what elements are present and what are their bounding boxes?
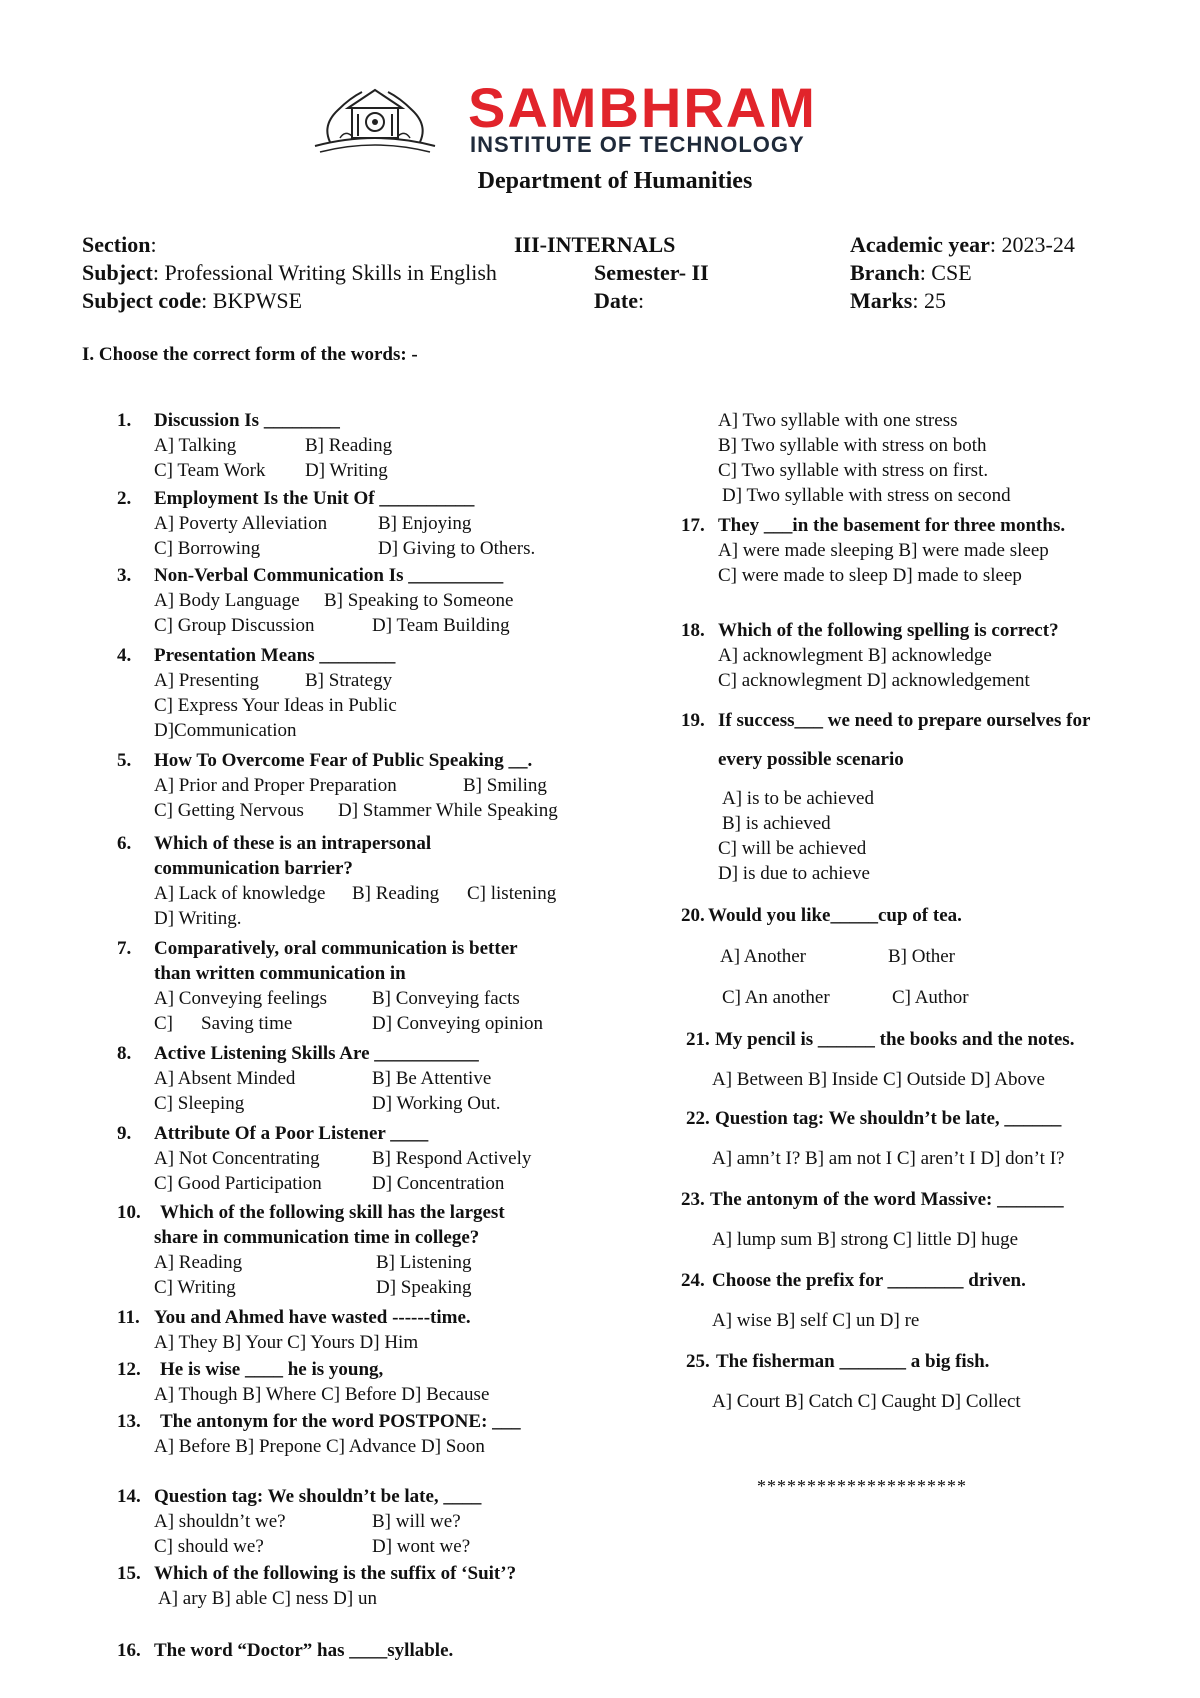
q10-number: 10. xyxy=(117,1202,141,1223)
q3-option-d: D] Team Building xyxy=(372,615,510,636)
q1-option-b: B] Reading xyxy=(305,435,393,456)
q5-option-c: C] Getting Nervous xyxy=(154,800,304,821)
q22-number: 22. xyxy=(686,1108,710,1129)
q13-text: The antonym for the word POSTPONE: ___ xyxy=(160,1411,521,1432)
q1-number: 1. xyxy=(117,410,132,431)
semester-field: Semester- II xyxy=(594,260,709,285)
q20-option-d: C] Author xyxy=(892,987,969,1008)
section-title: I. Choose the correct form of the words: - xyxy=(82,344,418,365)
q20-text: Would you like_____cup of tea. xyxy=(708,905,962,926)
academic-year-field: Academic year: 2023-24 xyxy=(850,232,1075,257)
q17-text: They ___in the basement for three months. xyxy=(718,515,1066,536)
q18-options-line1: A] acknowlegment B] acknowledge xyxy=(718,645,992,666)
q23-options: A] lump sum B] strong C] little D] huge xyxy=(712,1229,1019,1250)
end-marker: ********************* xyxy=(757,1476,967,1496)
q8-option-d: D] Working Out. xyxy=(372,1093,501,1114)
q21-options: A] Between B] Inside C] Outside D] Above xyxy=(712,1069,1045,1090)
q19-text-line2: every possible scenario xyxy=(718,749,904,770)
q10-option-c: C] Writing xyxy=(154,1277,236,1298)
q2-number: 2. xyxy=(117,488,132,509)
q12-text: He is wise ____ he is young, xyxy=(160,1359,384,1380)
q12-options: A] Though B] Where C] Before D] Because xyxy=(154,1384,490,1405)
q2-option-a: A] Poverty Alleviation xyxy=(154,513,328,534)
q14-option-d: D] wont we? xyxy=(372,1536,471,1557)
q6-number: 6. xyxy=(117,833,132,854)
q16-option-a: A] Two syllable with one stress xyxy=(718,410,958,431)
q6-option-b: B] Reading xyxy=(352,883,440,904)
q14-option-c: C] should we? xyxy=(154,1536,264,1557)
q21-number: 21. xyxy=(686,1029,710,1050)
branch-field: Branch: CSE xyxy=(850,260,972,285)
q21-text: My pencil is ______ the books and the notes. xyxy=(715,1029,1075,1050)
q20-number: 20. xyxy=(681,905,705,926)
q4-option-b: B] Strategy xyxy=(305,670,393,691)
q20-option-b: B] Other xyxy=(888,946,956,967)
q3-option-a: A] Body Language xyxy=(154,590,300,611)
q23-number: 23. xyxy=(681,1189,705,1210)
q16-number: 16. xyxy=(117,1640,141,1661)
q15-text: Which of the following is the suffix of ‘Suit’? xyxy=(154,1563,517,1584)
q16-option-c: C] Two syllable with stress on first. xyxy=(718,460,989,481)
q25-text: The fisherman _______ a big fish. xyxy=(716,1351,990,1372)
q4-text: Presentation Means ________ xyxy=(154,645,396,666)
q4-option-c: C] Express Your Ideas in Public xyxy=(154,695,397,716)
q16-option-d: D] Two syllable with stress on second xyxy=(722,485,1011,506)
q8-option-a: A] Absent Minded xyxy=(154,1068,296,1089)
q12-number: 12. xyxy=(117,1359,141,1380)
q6-text-line2: communication barrier? xyxy=(154,858,353,879)
q19-option-b: B] is achieved xyxy=(722,813,831,834)
logo-subtitle: INSTITUTE OF TECHNOLOGY xyxy=(470,132,805,157)
q4-option-d: D]Communication xyxy=(154,720,297,741)
q8-text: Active Listening Skills Are ___________ xyxy=(154,1043,479,1064)
q2-option-d: D] Giving to Others. xyxy=(378,538,536,559)
q25-number: 25. xyxy=(686,1351,710,1372)
q22-text: Question tag: We shouldn’t be late, ______ xyxy=(715,1108,1062,1129)
department-title: Department of Humanities xyxy=(477,168,753,194)
q10-option-b: B] Listening xyxy=(376,1252,472,1273)
q5-text: How To Overcome Fear of Public Speaking __. xyxy=(154,750,533,771)
q10-text-line2: share in communication time in college? xyxy=(154,1227,480,1248)
q2-text: Employment Is the Unit Of __________ xyxy=(154,488,475,509)
date-field: Date: xyxy=(594,288,645,313)
q11-text: You and Ahmed have wasted ------time. xyxy=(154,1307,471,1328)
q13-options: A] Before B] Prepone C] Advance D] Soon xyxy=(154,1436,485,1457)
q17-options-line2: C] were made to sleep D] made to sleep xyxy=(718,565,1022,586)
q13-number: 13. xyxy=(117,1411,141,1432)
q19-option-d: D] is due to achieve xyxy=(718,863,870,884)
marks-field: Marks: 25 xyxy=(850,288,946,313)
q2-option-c: C] Borrowing xyxy=(154,538,261,559)
q7-text: Comparatively, oral communication is better xyxy=(154,938,518,959)
q1-option-d: D] Writing xyxy=(305,460,388,481)
q19-number: 19. xyxy=(681,710,705,731)
q5-option-a: A] Prior and Proper Preparation xyxy=(154,775,397,796)
q1-option-c: C] Team Work xyxy=(154,460,266,481)
q10-option-a: A] Reading xyxy=(154,1252,243,1273)
q3-text: Non-Verbal Communication Is __________ xyxy=(154,565,504,586)
institute-emblem-icon xyxy=(310,80,440,160)
q10-text: Which of the following skill has the largest xyxy=(160,1202,505,1223)
q19-option-a: A] is to be achieved xyxy=(722,788,874,809)
q9-option-d: D] Concentration xyxy=(372,1173,505,1194)
q5-number: 5. xyxy=(117,750,132,771)
q4-number: 4. xyxy=(117,645,132,666)
q18-number: 18. xyxy=(681,620,705,641)
exam-title: III-INTERNALS xyxy=(514,232,676,257)
q3-option-c: C] Group Discussion xyxy=(154,615,315,636)
logo-name: SAMBHRAM xyxy=(468,76,817,139)
institute-logo xyxy=(310,76,910,160)
q16-text: The word “Doctor” has ____syllable. xyxy=(154,1640,454,1661)
q8-option-c: C] Sleeping xyxy=(154,1093,245,1114)
q5-option-d: D] Stammer While Speaking xyxy=(338,800,558,821)
q4-option-a: A] Presenting xyxy=(154,670,260,691)
q9-text: Attribute Of a Poor Listener ____ xyxy=(154,1123,429,1144)
q7-option-a: A] Conveying feelings xyxy=(154,988,328,1009)
section-field: Section: xyxy=(82,232,157,257)
q3-option-b: B] Speaking to Someone xyxy=(324,590,514,611)
q6-option-c: C] listening xyxy=(467,883,557,904)
q24-number: 24. xyxy=(681,1270,705,1291)
q7-option-d: D] Conveying opinion xyxy=(372,1013,543,1034)
q9-number: 9. xyxy=(117,1123,132,1144)
q20-option-c: C] An another xyxy=(722,987,830,1008)
q22-options: A] amn’t I? B] am not I C] aren’t I D] don’t I? xyxy=(712,1148,1065,1169)
q14-text: Question tag: We shouldn’t be late, ____ xyxy=(154,1486,482,1507)
q25-options: A] Court B] Catch C] Caught D] Collect xyxy=(712,1391,1021,1412)
q24-options: A] wise B] self C] un D] re xyxy=(712,1310,920,1331)
q2-option-b: B] Enjoying xyxy=(378,513,472,534)
q7-text-line2: than written communication in xyxy=(154,963,406,984)
q17-options-line1: A] were made sleeping B] were made sleep xyxy=(718,540,1049,561)
q11-number: 11. xyxy=(117,1307,140,1328)
q7-option-b: B] Conveying facts xyxy=(372,988,520,1009)
q5-option-b: B] Smiling xyxy=(463,775,547,796)
q7-number: 7. xyxy=(117,938,132,959)
subject-field: Subject: Professional Writing Skills in English xyxy=(82,260,497,285)
q8-number: 8. xyxy=(117,1043,132,1064)
q15-options: A] ary B] able C] ness D] un xyxy=(158,1588,377,1609)
q3-number: 3. xyxy=(117,565,132,586)
q1-text: Discussion Is ________ xyxy=(154,410,340,431)
q17-number: 17. xyxy=(681,515,705,536)
q14-option-b: B] will we? xyxy=(372,1511,461,1532)
q14-number: 14. xyxy=(117,1486,141,1507)
q19-option-c: C] will be achieved xyxy=(718,838,867,859)
q7-option-c-letter: C] xyxy=(154,1013,173,1034)
q16-option-b: B] Two syllable with stress on both xyxy=(718,435,987,456)
q9-option-c: C] Good Participation xyxy=(154,1173,322,1194)
q7-option-c: Saving time xyxy=(201,1013,293,1034)
q6-option-a: A] Lack of knowledge xyxy=(154,883,326,904)
q1-option-a: A] Talking xyxy=(154,435,237,456)
q23-text: The antonym of the word Massive: _______ xyxy=(710,1189,1064,1210)
q20-option-a: A] Another xyxy=(720,946,807,967)
subject-code-field: Subject code: BKPWSE xyxy=(82,288,303,313)
q18-text: Which of the following spelling is correct? xyxy=(718,620,1059,641)
q10-option-d: D] Speaking xyxy=(376,1277,472,1298)
q19-text: If success___ we need to prepare ourselves for xyxy=(718,710,1091,731)
q11-options: A] They B] Your C] Yours D] Him xyxy=(154,1332,419,1353)
q24-text: Choose the prefix for ________ driven. xyxy=(712,1270,1026,1291)
q15-number: 15. xyxy=(117,1563,141,1584)
q9-option-b: B] Respond Actively xyxy=(372,1148,532,1169)
q18-options-line2: C] acknowlegment D] acknowledgement xyxy=(718,670,1030,691)
q8-option-b: B] Be Attentive xyxy=(372,1068,492,1089)
q6-option-d: D] Writing. xyxy=(154,908,242,929)
q14-option-a: A] shouldn’t we? xyxy=(154,1511,286,1532)
q9-option-a: A] Not Concentrating xyxy=(154,1148,320,1169)
q6-text: Which of these is an intrapersonal xyxy=(154,833,432,854)
